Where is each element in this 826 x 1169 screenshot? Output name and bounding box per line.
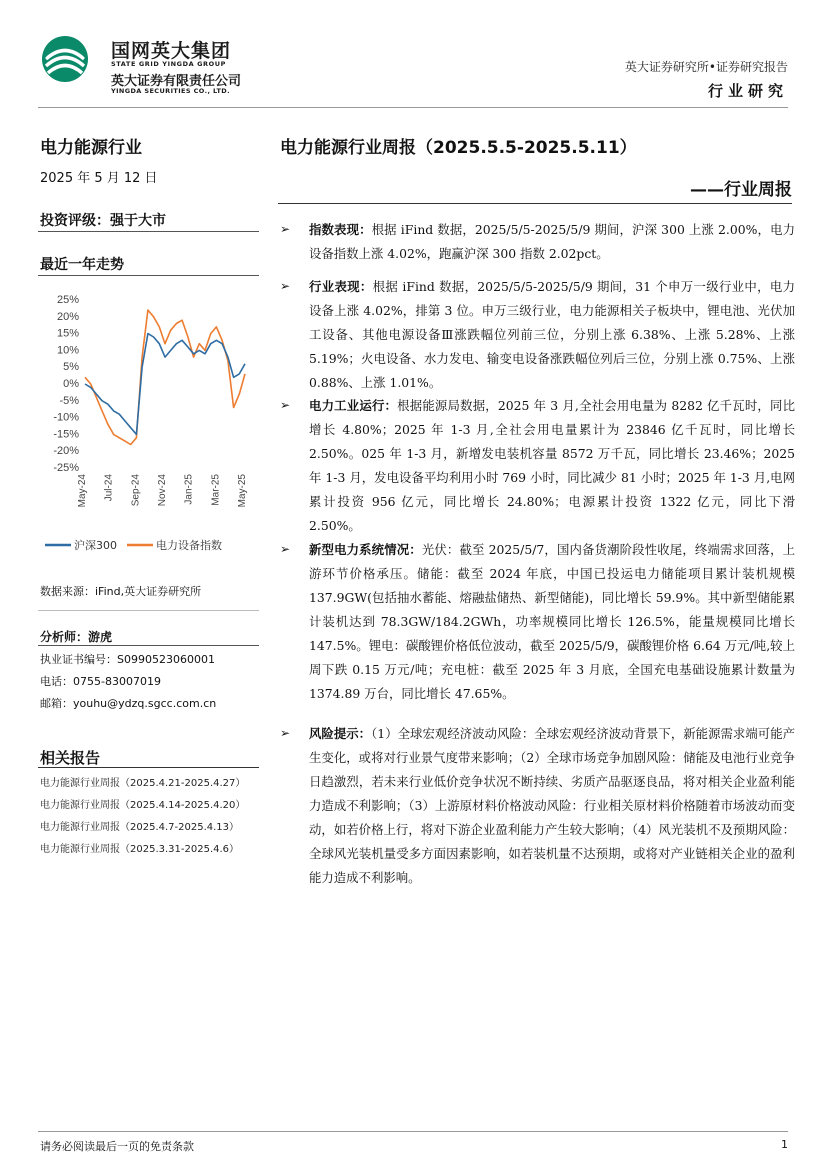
disclaimer-note: 请务必阅读最后一页的免责条款: [40, 1140, 194, 1153]
y-tick-label: 0%: [63, 378, 79, 390]
trend-title: 最近一年走势: [40, 257, 124, 273]
header-divider: [38, 107, 788, 108]
source-divider: [38, 610, 259, 611]
section-index-performance: [309, 218, 795, 266]
y-tick-label: 10%: [56, 344, 79, 357]
analyst-phone: 电话：0755-83007019: [40, 675, 161, 688]
x-tick-label: Jul-24: [103, 474, 115, 502]
bullet-icon: ➢: [280, 279, 291, 293]
y-tick-label: -15%: [53, 428, 79, 441]
section-heading: 风险提示：: [309, 726, 372, 741]
report-title: 电力能源行业周报（2025.5.5-2025.5.11）: [280, 138, 637, 158]
series-line: [85, 310, 245, 444]
report-type-label: 行业研究: [707, 82, 788, 100]
y-tick-label: -5%: [59, 394, 79, 407]
related-report-link[interactable]: 电力能源行业周报（2025.4.14-2025.4.20）: [40, 800, 246, 811]
logo-group-name: 国网英大集团: [111, 40, 232, 62]
trend-line-chart: [40, 280, 260, 560]
section-heading: 新型电力系统情况：: [309, 542, 422, 557]
x-tick-label: Nov-24: [157, 474, 168, 507]
bullet-icon: ➢: [280, 542, 291, 556]
analyst-name: 分析师：游虎: [40, 630, 113, 644]
related-report-link[interactable]: 电力能源行业周报（2025.4.7-2025.4.13）: [40, 822, 240, 833]
section-body: 根据能源局数据，2025 年 3 月,全社会用电量为 8282 亿千瓦时，同比增长 4.80%；2025 年 1-3 月,全社会用电量累计为 23846 亿千瓦时，同比增长 2.50%。025 年 1-3 月，新增发电装机容量 8572 万千瓦，同比增长 23.46%；2025 年 1-3 月，发电设备平均利用小时 769 小时，同比减少 81 小时；2025 年 1-3 月,电网累计投资 956 亿元，同比增长 24.80%；电源累计投资 1322 亿元，同比下滑 2.50%。: [309, 398, 795, 533]
analyst-cert: 执业证书编号：S0990523060001: [40, 653, 215, 666]
title-divider: [278, 203, 792, 204]
y-tick-label: -25%: [53, 462, 79, 474]
legend-label: 沪深300: [74, 539, 117, 552]
y-tick-label: -10%: [53, 411, 79, 424]
bullet-icon: ➢: [280, 222, 291, 236]
section-heading: 指数表现：: [309, 222, 372, 237]
legend-label: 电力设备指数: [156, 539, 222, 552]
bullet-icon: ➢: [280, 726, 291, 740]
x-tick-label: Mar-25: [210, 474, 222, 506]
institute-label: 英大证券研究所•证券研究报告: [624, 60, 788, 74]
section-body: （1）全球宏观经济波动风险：全球宏观经济波动背景下，新能源需求端可能产生变化，或将对行业景气度带来影响；（2）全球市场竞争加剧风险：储能及电池行业竞争日趋激烈，若未来行业低价竞争状况不断持续、劣质产品驱逐良品，将对相关企业盈利能力造成不利影响；（3）上游原材料价格波动风险：行业相关原材料价格随着市场波动而变动，如若价格上行，将对下游企业盈利能力产生较大影响；（4）风光装机不及预期风险：全球风光装机量受多方面因素影响，如若装机量不达预期，或将对产业链相关企业的盈利能力造成不利影响。: [309, 726, 795, 885]
section-heading: 行业表现：: [309, 279, 373, 294]
analyst-divider: [38, 645, 259, 646]
y-tick-label: 5%: [63, 361, 79, 374]
industry-title: 电力能源行业: [40, 138, 142, 158]
section-industry-performance: [309, 275, 795, 395]
data-source: 数据来源：iFind,英大证券研究所: [40, 585, 202, 598]
section-body: 根据 iFind 数据，2025/5/5-2025/5/9 期间，31 个申万一级行业中，电力设备上涨 4.02%，排第 3 位。申万三级行业，电力能源相关子板块中，锂电池、光伏加工设备、其他电源设备Ⅲ涨跌幅位列前三位，分别上涨 6.38%、上涨 5.28%、上涨 5.19%；火电设备、水力发电、输变电设备涨跌幅位列后三位，分别上涨 0.75%、上涨 0.88%、上涨 1.01%。: [309, 279, 795, 390]
x-tick-label: May-25: [237, 474, 248, 508]
footer-divider: [38, 1131, 788, 1132]
x-tick-label: Sep-24: [130, 474, 142, 507]
related-report-link[interactable]: 电力能源行业周报（2025.3.31-2025.4.6）: [40, 844, 240, 855]
x-tick-label: May-24: [77, 474, 88, 508]
y-tick-label: -20%: [53, 445, 79, 458]
section-power-industry: [309, 394, 795, 538]
section-body: 根据 iFind 数据，2025/5/5-2025/5/9 期间，沪深 300 上涨 2.00%，电力设备指数上涨 4.02%，跑赢沪深 300 指数 2.02pct。: [309, 222, 795, 261]
state-grid-logo-icon: [40, 34, 90, 84]
report-date: 2025 年 5 月 12 日: [40, 171, 158, 186]
logo-company-name-en: YINGDA SECURITIES CO., LTD.: [111, 87, 230, 95]
page-number: 1: [781, 1138, 788, 1151]
y-tick-label: 15%: [56, 327, 79, 340]
y-tick-label: 25%: [56, 294, 79, 306]
section-new-power-system: [309, 538, 795, 706]
section-risk: [309, 722, 795, 890]
related-reports-title: 相关报告: [40, 749, 101, 767]
section-heading: 电力工业运行：: [309, 398, 398, 413]
bullet-icon: ➢: [280, 398, 291, 412]
investment-rating: 投资评级：强于大市: [40, 213, 166, 229]
section-body: 光伏：截至 2025/5/7，国内备货潮阶段性收尾，终端需求回落，上游环节价格承压。储能：截至 2024 年底，中国已投运电力储能项目累计装机规模 137.9GW(包括抽水蓄能、熔融盐储热、新型储能)，同比增长 59.9%。其中新型储能累计装机达到 78.3GW/184.2GWh，功率规模同比增长 126.5%，能量规模同比增长 147.5%。锂电：碳酸锂价格低位波动，截至 2025/5/9，碳酸锂价格 6.64 万元/吨,较上周下跌 0.15 万元/吨；充电桩：截至 2025 年 3 月底，全国充电基础设施累计数量为 1374.89 万台，同比增长 47.65%。: [309, 542, 796, 701]
related-divider: [38, 767, 259, 768]
logo-company-name: 英大证券有限责任公司: [111, 74, 242, 89]
logo-group-name-en: STATE GRID YINGDA GROUP: [111, 60, 226, 68]
series-line: [85, 334, 245, 435]
report-subtitle: ——行业周报: [690, 180, 792, 200]
rating-divider: [38, 231, 259, 232]
trend-divider: [38, 275, 259, 276]
y-tick-label: 20%: [56, 310, 79, 323]
analyst-email[interactable]: 邮箱：youhu@ydzq.sgcc.com.cn: [40, 697, 217, 710]
x-tick-label: Jan-25: [183, 474, 195, 505]
related-report-link[interactable]: 电力能源行业周报（2025.4.21-2025.4.27）: [40, 778, 246, 789]
